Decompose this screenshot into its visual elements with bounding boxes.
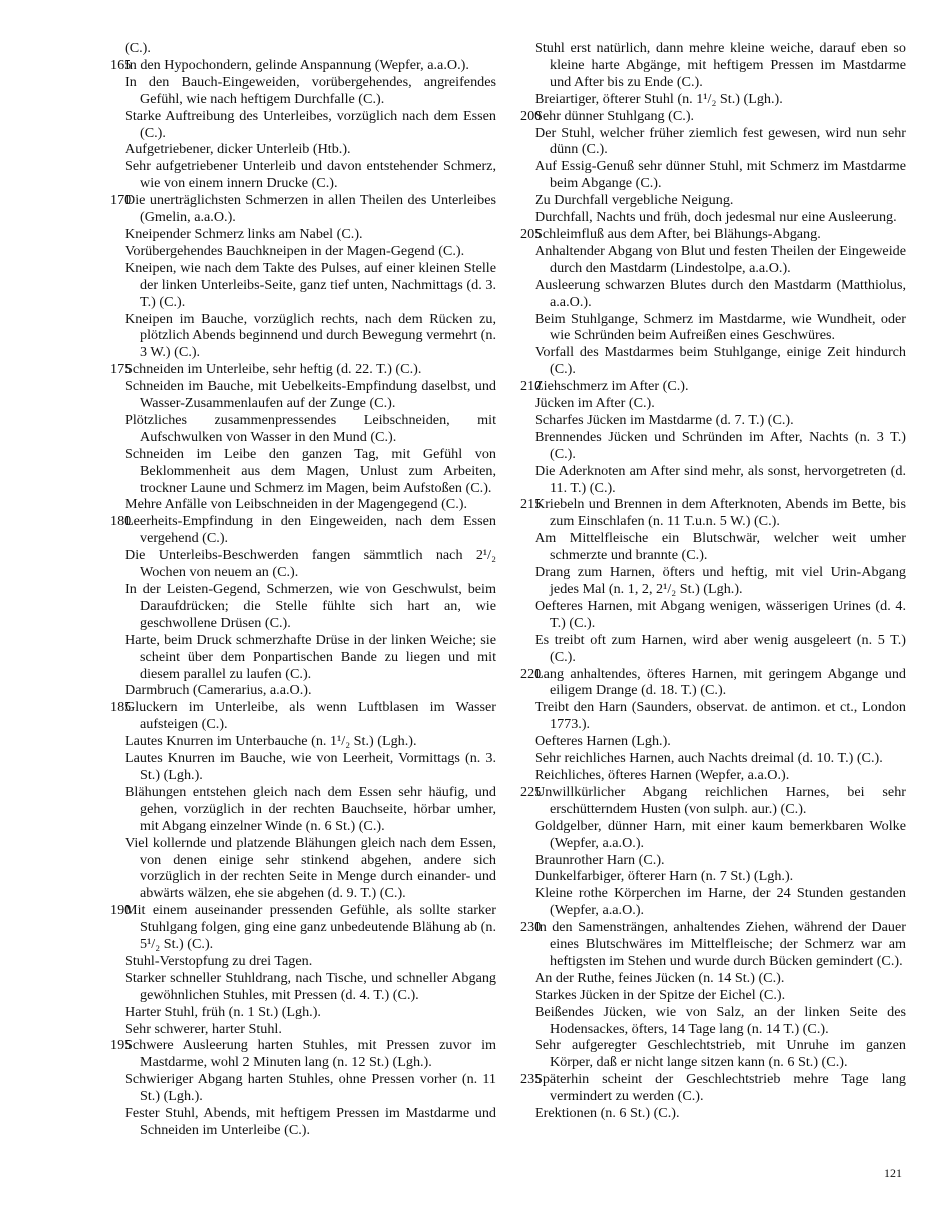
entry [110,378,496,412]
entry-text: Lautes Knurren im Unterbauche (n. 1¹/₂ St.) (Lgh.). [125,733,417,750]
entry [520,750,906,767]
entry-text: Beißendes Jücken, wie von Salz, an der linken Seite des Hodensackes, öfters, 14 Tage lang (n. 14 T.) (C.). [535,1003,906,1037]
entry-text: Anhaltender Abgang von Blut und festen Theilen der Eingeweide durch den Mastdarm (Lindestolpe, a.a.O.). [535,242,906,276]
entry [520,125,906,159]
entry [520,852,906,869]
entry [110,750,496,784]
entry-text: Reichliches, öfteres Harnen (Wepfer, a.a.O.). [535,766,790,783]
entry-text: Es treibt oft zum Harnen, wird aber wenig ausgeleert (n. 5 T.) (C.). [535,631,906,665]
entry-text: Stuhl-Verstopfung zu drei Tagen. [125,952,313,969]
entry [110,226,496,243]
entry [110,57,496,74]
entry [520,767,906,784]
entry-number: 165 [110,56,132,73]
entry [110,547,496,581]
entry [520,699,906,733]
entry-text: Vorfall des Mastdarmes beim Stuhlgange, einige Zeit hindurch (C.). [535,344,906,378]
entry-text: Drang zum Harnen, öfters und heftig, mit viel Urin-Abgang jedes Mal (n. 1, 2, 2¹/₂ St.) (Lgh.). [535,564,906,597]
entry-number: 220 [520,665,542,682]
entry-text: Lang anhaltendes, öfteres Harnen, mit geringem Abgange und eiligem Drange (d. 18. T.) (C.). [535,665,906,699]
entry-number: 215 [520,496,542,513]
entry-text: Sehr dünner Stuhlgang (C.). [535,107,695,124]
entry-number: 200 [520,107,542,124]
entry [520,158,906,192]
entry [520,970,906,987]
entry [110,496,496,513]
entry-text: Schwere Ausleerung harten Stuhles, mit Pressen zuvor im Mastdarme, wohl 2 Minuten lang (n. 12 St.) (Lgh.). [125,1037,496,1071]
entry-text: Harter Stuhl, früh (n. 1 St.) (Lgh.). [125,1003,321,1020]
entry-text: Fester Stuhl, Abends, mit heftigem Pressen im Mastdarme und Schneiden im Unterleibe (C.). [125,1105,496,1138]
entry [520,598,906,632]
entry-text: Stuhl erst natürlich, dann mehre kleine weiche, darauf eben so kleine harte Abgänge, mit heftigem Pressen im Mastdarme und After bis zu Ende (C.). [535,40,906,90]
entry [110,40,496,57]
entry [110,513,496,547]
entry-text: Schneiden im Leibe den ganzen Tag, mit Gefühl von Beklommenheit aus dem Magen, Unlust zum Arbeiten, trockner Laune und Schmerz im Magen, beim Aufstoßen (C.). [125,445,496,496]
entry-text: Starke Auftreibung des Unterleibes, vorzüglich nach dem Essen (C.). [125,107,496,141]
entry-text: Schleimfluß aus dem After, bei Blähungs-Abgang. [535,225,821,242]
entry-number: 195 [110,1037,132,1054]
entry [110,1004,496,1021]
entry [110,784,496,835]
entry [520,919,906,970]
entry [520,885,906,919]
entry-text: Kriebeln und Brennen in dem Afterknoten, Abends im Bette, bis zum Einschlafen (n. 11 T.u.n. 5 W.) (C.). [535,496,906,530]
entry [520,40,906,91]
entry-text: Vorübergehendes Bauchkneipen in der Magen-Gegend (C.). [125,242,465,259]
entry-text: (C.). [125,40,151,56]
entry [520,91,906,108]
entry-number: 180 [110,513,132,530]
entry [110,260,496,311]
entry [520,344,906,378]
entry-text: Unwillkürlicher Abgang reichlichen Harnes, bei sehr erschütterndem Husten (von sulph. aur.) (C.). [535,783,906,817]
entry-number: 190 [110,902,132,919]
entry [110,632,496,683]
entry-text: Schwieriger Abgang harten Stuhles, ohne Pressen vorher (n. 11 St.) (Lgh.). [125,1071,496,1105]
entry-text: Mehre Anfälle von Leibschneiden in der Magengegend (C.). [125,496,468,513]
entry-text: Kneipen, wie nach dem Takte des Pulses, auf einer kleinen Stelle der linken Unterleibs-Seite, ganz tief unten, Nachmittags (d. 3. T.) (C.). [125,259,496,310]
entry [110,953,496,970]
entry [110,682,496,699]
entry-text: Jücken im After (C.). [535,395,655,412]
entry [520,530,906,564]
entry-text: Sehr schwerer, harter Stuhl. [125,1020,282,1037]
entry-number: 170 [110,192,132,209]
entry-text: Der Stuhl, welcher früher ziemlich fest gewesen, wird nun sehr dünn (C.). [535,124,906,158]
entry-number: 185 [110,699,132,716]
entry [520,108,906,125]
entry [110,141,496,158]
entry-text: In den Hypochondern, gelinde Anspannung (Wepfer, a.a.O.). [125,56,469,73]
entry-text: Die Aderknoten am After sind mehr, als sonst, hervorgetreten (d. 11. T.) (C.). [535,462,906,496]
entry-text: Ausleerung schwarzen Blutes durch den Mastdarm (Matthiolus, a.a.O.). [535,276,906,310]
entry-text: Schneiden im Bauche, mit Uebelkeits-Empfindung daselbst, und Wasser-Zusammenlaufen auf der Zunge (C.). [125,378,496,412]
entry [110,243,496,260]
page-number: 121 [884,1166,902,1180]
entry [110,74,496,108]
entry [110,699,496,733]
entry [110,1105,496,1139]
entry [110,902,496,953]
entry [520,395,906,412]
entry-text: Scharfes Jücken im Mastdarme (d. 7. T.) (C.). [535,411,794,428]
entry [520,209,906,226]
entry [520,496,906,530]
entry [520,784,906,818]
entry [110,446,496,497]
entry-text: Am Mittelfleische ein Blutschwär, welcher weit umher schmerzte und brannte (C.). [535,530,906,564]
entry-number: 175 [110,361,132,378]
entry-text: Kneipender Schmerz links am Nabel (C.). [125,225,363,242]
entry-text: Zu Durchfall vergebliche Neigung. [535,192,734,209]
entry [520,243,906,277]
entry-text: Darmbruch (Camerarius, a.a.O.). [125,682,312,699]
entry [520,987,906,1004]
entry-text: Mit einem auseinander pressenden Gefühle, als sollte starker Stuhlgang folgen, ging eine ganz unbedeutende Blähung ab (n. 5¹/₂ St.) (C.). [125,902,496,953]
entry-text: In den Samensträngen, anhaltendes Ziehen, während der Dauer eines Blutschwäres im Mittelfleische; der Schmerz war am heftigsten im Stehen und wurde durch Bücken gemindert (C.). [535,919,906,969]
entry-number: 235 [520,1071,542,1088]
entry [110,361,496,378]
entry-text: Viel kollernde und platzende Blähungen gleich nach dem Essen, von denen einige sehr stinkend abgehen, andere sich vorzüglich in der rechten Seite in Menge durch einander- und abwärts wälzen, ehe sie abgehen (d. 9. T.) (C.). [125,834,496,902]
entry [110,1037,496,1071]
entry-number: 210 [520,378,542,395]
entry [110,108,496,142]
entry-text: An der Ruthe, feines Jücken (n. 14 St.) (C.). [535,969,785,986]
entry-text: Die unerträglichsten Schmerzen in allen Theilen des Unterleibes (Gmelin, a.a.O.). [125,192,496,226]
entry-text: Beim Stuhlgange, Schmerz im Mastdarme, wie Wundheit, oder wie Schründen beim Aufreißen eines Geschwüres. [535,310,906,344]
entry-text: Sehr reichliches Harnen, auch Nachts dreimal (d. 10. T.) (C.). [535,750,883,767]
entry [110,970,496,1004]
entry-text: Leerheits-Empfindung in den Eingeweiden, nach dem Essen vergehend (C.). [125,513,496,547]
entry-text: Blähungen entstehen gleich nach dem Essen sehr häufig, und gehen, vorzüglich in der rechten Bauchseite, hörbar umher, mit Abgang einzelner Winde (n. 6 St.) (C.). [125,783,496,834]
entry [110,1021,496,1038]
entry [520,1071,906,1105]
entry-text: Ziehschmerz im After (C.). [535,378,689,395]
entry-number: 225 [520,783,542,800]
entry-text: Kleine rothe Körperchen im Harne, der 24 Stunden gestanden (Wepfer, a.a.O.). [535,885,906,919]
entry [520,429,906,463]
entry [110,192,496,226]
entry [520,666,906,700]
entry-text: Harte, beim Druck schmerzhafte Drüse in der linken Weiche; sie scheint über dem Ponpartischen Bande zu liegen und mit diesem parallel zu laufen (C.). [125,631,496,682]
entry-text: In der Leisten-Gegend, Schmerzen, wie von Geschwulst, beim Daraufdrücken; die Stelle fühlte sich hart an, wie geschwollene Drüsen (C.). [125,581,496,631]
entry [110,835,496,903]
entry-text: Dunkelfarbiger, öfterer Harn (n. 7 St.) (Lgh.). [535,868,794,885]
entry-text: Kneipen im Bauche, vorzüglich rechts, nach dem Rücken zu, plötzlich Abends beginnend und durch Bewegung vermehrt (n. 3 W.) (C.). [125,310,496,361]
entry [520,564,906,598]
entry-text: Sehr aufgeregter Geschlechtstrieb, mit Unruhe im ganzen Körper, daß er nicht lange sitzen kann (n. 6 St.) (C.). [535,1037,906,1071]
entry-text: Breiartiger, öfterer Stuhl (n. 1¹/₂ St.) (Lgh.). [535,90,783,107]
entry [520,818,906,852]
entry-text: Braunrother Harn (C.). [535,851,665,868]
entry-text: Durchfall, Nachts und früh, doch jedesmal nur eine Ausleerung. [535,209,897,226]
entry [520,277,906,311]
entry [520,632,906,666]
entry-text: Auf Essig-Genuß sehr dünner Stuhl, mit Schmerz im Mastdarme beim Abgange (C.). [535,158,906,192]
entry-text: Oefteres Harnen, mit Abgang wenigen, wässerigen Urines (d. 4. T.) (C.). [535,597,906,631]
entry [520,412,906,429]
entry [520,192,906,209]
left-column [110,40,496,1139]
entry [520,463,906,497]
entry-text: Schneiden im Unterleibe, sehr heftig (d. 22. T.) (C.). [125,361,422,378]
entry-text: Späterhin scheint der Geschlechtstrieb mehre Tage lang vermindert zu werden (C.). [535,1071,906,1105]
entry-text: Treibt den Harn (Saunders, observat. de antimon. et ct., London 1773.). [535,699,906,733]
entry [520,1037,906,1071]
entry-number: 230 [520,919,542,936]
entry-number: 205 [520,225,542,242]
entry [520,733,906,750]
entry [110,1071,496,1105]
entry [520,1004,906,1038]
entry-text: Brennendes Jücken und Schründen im After, Nachts (n. 3 T.) (C.). [535,428,906,462]
entry-text: Starker schneller Stuhldrang, nach Tische, und schneller Abgang gewöhnlichen Stuhles, mit Pressen (d. 4. T.) (C.). [125,969,496,1003]
entry [520,868,906,885]
entry [520,378,906,395]
entry [520,1105,906,1122]
entry [110,158,496,192]
entry-text: Plötzliches zusammenpressendes Leibschneiden, mit Aufschwulken von Wasser in den Mund (C.). [125,411,496,445]
entry [110,412,496,446]
entry-text: Gluckern im Unterleibe, als wenn Luftblasen im Wasser aufsteigen (C.). [125,699,496,733]
entry-text: Oefteres Harnen (Lgh.). [535,733,671,750]
entry-text: Erektionen (n. 6 St.) (C.). [535,1105,680,1122]
entry-text: Goldgelber, dünner Harn, mit einer kaum bemerkbaren Wolke (Wepfer, a.a.O.). [535,817,906,851]
entry-text: Aufgetriebener, dicker Unterleib (Htb.). [125,141,351,158]
entry-text: Die Unterleibs-Beschwerden fangen sämmtlich nach 2¹/₂ Wochen von neuem an (C.). [125,547,496,581]
entry [110,581,496,632]
entry [110,311,496,362]
right-column [520,40,906,1122]
entry-text: In den Bauch-Eingeweiden, vorübergehendes, angreifendes Gefühl, wie nach heftigem Durchfalle (C.). [125,73,496,107]
entry [520,226,906,243]
entry-text: Sehr aufgetriebener Unterleib und davon entstehender Schmerz, wie von einem innern Drucke (C.). [125,158,496,192]
entry-text: Lautes Knurren im Bauche, wie von Leerheit, Vormittags (n. 3. St.) (Lgh.). [125,750,496,783]
entry [110,733,496,750]
entry [520,311,906,345]
entry-text: Starkes Jücken in der Spitze der Eichel (C.). [535,986,786,1003]
